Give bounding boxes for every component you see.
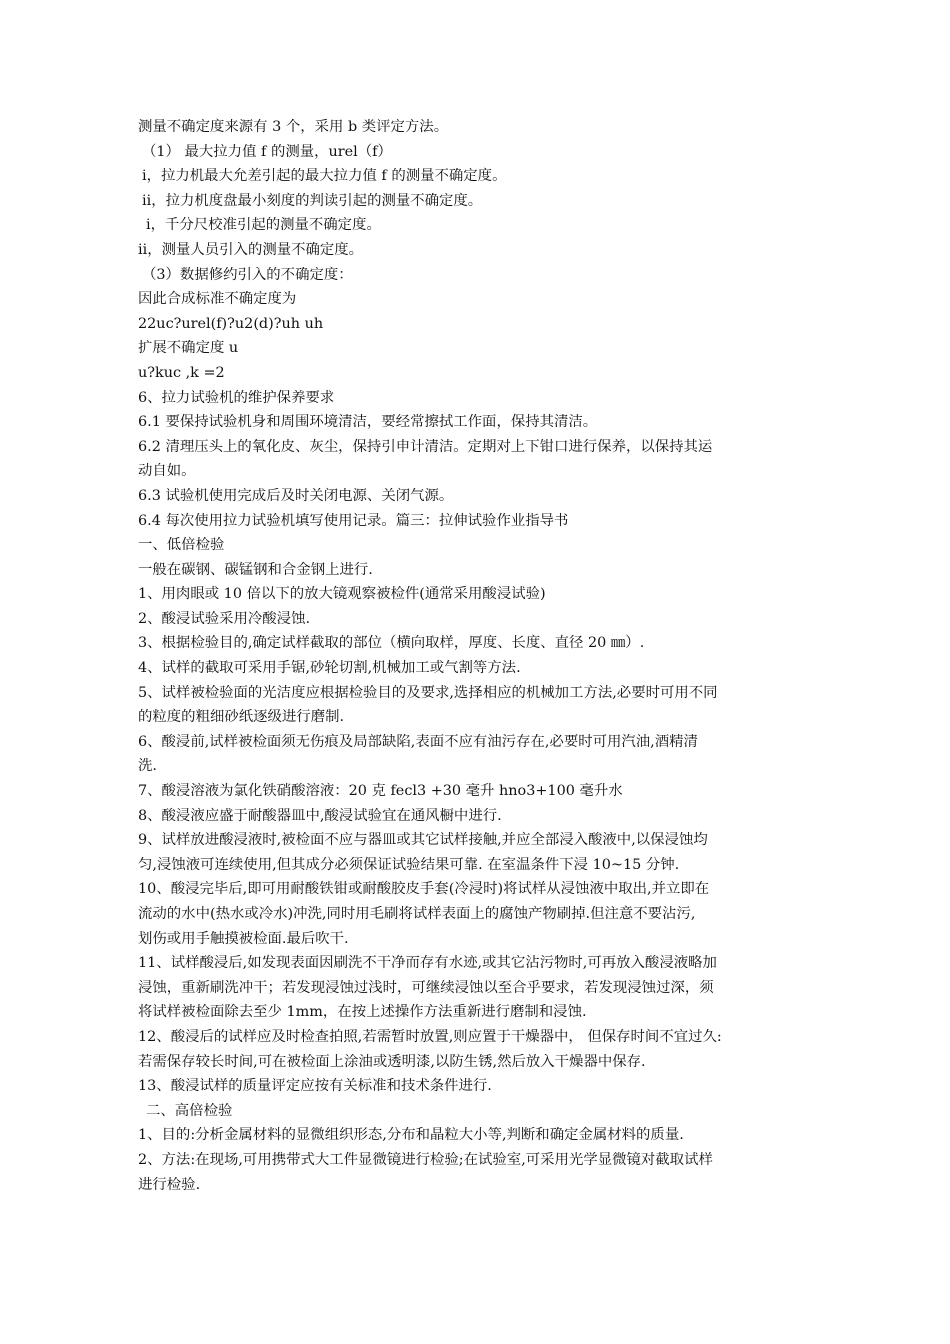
text-line: 6、酸浸前,试样被检面须无伤痕及局部缺陷,表面不应有油污存在,必要时可用汽油,酒精清	[138, 733, 698, 750]
text-line: 1、用肉眼或 10 倍以下的放大镜观察被检件(通常采用酸浸试验)	[138, 586, 546, 603]
text-line: 2、方法:在现场,可用携带式大工件显微镜进行检验;在试验室,可采用光学显微镜对截取试样	[138, 1151, 713, 1168]
text-line: 7、酸浸溶液为氯化铁硝酸溶液：20 克 fecl3 +30 毫升 hno3+100 毫升水	[138, 783, 623, 800]
text-line: 10、酸浸完毕后,即可用耐酸铁钳或耐酸胶皮手套(冷浸时)将试样从浸蚀液中取出,并立即在	[138, 881, 710, 898]
text-line: 4、试样的截取可采用手锯,砂轮切割,机械加工或气割等方法.	[138, 660, 521, 677]
text-line: 5、试样被检验面的光洁度应根据检验目的及要求,选择相应的机械加工方法,必要时可用不同	[138, 684, 718, 701]
text-line: （1） 最大拉力值 f 的测量，urel（f）	[142, 143, 392, 160]
text-line: 3、根据检验目的,确定试样截取的部位（横向取样，厚度、长度、直径 20 ㎜）.	[138, 635, 645, 652]
section-heading: 一、低倍检验	[138, 537, 225, 554]
text-line: 扩展不确定度 u	[138, 340, 239, 357]
text-line: 因此合成标准不确定度为	[138, 291, 297, 308]
text-line: 若需保存较长时间,可在被检面上涂油或透明漆,以防生锈,然后放入干燥器中保存.	[138, 1053, 646, 1070]
text-line: 的粒度的粗细砂纸逐级进行磨制.	[138, 709, 345, 726]
text-line: 22uc?urel(f)?u2(d)?uh uh	[138, 315, 324, 332]
text-line: ⅱ，测量人员引入的测量不确定度。	[138, 241, 364, 258]
text-line: 6.4 每次使用拉力试验机填写使用记录。篇三：拉伸试验作业指导书	[138, 512, 569, 529]
text-line: 13、酸浸试样的质量评定应按有关标准和技术条件进行.	[138, 1078, 492, 1095]
section-heading: 二、高倍检验	[146, 1102, 233, 1119]
text-line: 1、目的:分析金属材料的显微组织形态,分布和晶粒大小等,判断和确定金属材料的质量.	[138, 1127, 684, 1144]
document-body	[138, 115, 818, 1197]
text-line: 流动的水中(热水或冷水)冲洗,同时用毛刷将试样表面上的腐蚀产物刷掉.但注意不要沾污,	[138, 906, 696, 922]
text-line: 进行检验.	[138, 1176, 201, 1193]
text-line: 12、酸浸后的试样应及时检查拍照,若需暂时放置,则应置于干燥器中， 但保存时间不宜过久:	[138, 1028, 722, 1045]
text-line: ⅰ，拉力机最大允差引起的最大拉力值 f 的测量不确定度。	[142, 168, 507, 185]
text-line: ⅰ，千分尺校准引起的测量不确定度。	[146, 217, 381, 234]
section-heading: 6、拉力试验机的维护保养要求	[138, 389, 335, 406]
text-line: （3）数据修约引入的不确定度：	[142, 266, 353, 283]
text-line: 划伤或用手触摸被检面.最后吹干.	[138, 930, 349, 947]
text-line: 匀,浸蚀液可连续使用,但其成分必须保证试验结果可靠. 在室温条件下浸 10~15 分钟.	[138, 856, 680, 873]
text-line: 8、酸浸液应盛于耐酸器皿中,酸浸试验宜在通风橱中进行.	[138, 807, 502, 824]
text-line: 11、试样酸浸后,如发现表面因刷洗不干净而存有水迹,或其它沾污物时,可再放入酸浸液略加	[138, 955, 717, 972]
text-line: 6.3 试验机使用完成后及时关闭电源、关闭气源。	[138, 487, 454, 504]
text-line: 将试样被检面除去至少 1mm，在按上述操作方法重新进行磨制和浸蚀.	[138, 1004, 587, 1021]
text-line: 动自如。	[138, 463, 196, 480]
text-line: 6.2 清理压头上的氧化皮、灰尘，保持引申计清洁。定期对上下钳口进行保养，以保持其运	[138, 438, 713, 455]
text-line: u?kuc ,k =2	[138, 364, 225, 381]
text-line: 测量不确定度来源有 3 个，采用 b 类评定方法。	[138, 119, 449, 135]
text-line: 一般在碳钢、碳锰钢和合金钢上进行.	[138, 561, 373, 578]
text-line: 6.1 要保持试验机身和周围环境清洁，要经常擦拭工作面，保持其清洁。	[138, 414, 598, 431]
text-line: 浸蚀，重新刷洗冲干；若发现浸蚀过浅时，可继续浸蚀以至合乎要求，若发现浸蚀过深，须	[138, 979, 714, 996]
text-line: 9、试样放进酸浸液时,被检面不应与器皿或其它试样接触,并应全部浸入酸液中,以保浸蚀均	[138, 832, 708, 849]
text-line: ⅱ，拉力机度盘最小刻度的判读引起的测量不确定度。	[142, 192, 483, 209]
text-line: 洗.	[138, 758, 157, 775]
text-line: 2、酸浸试验采用冷酸浸蚀.	[138, 610, 311, 627]
